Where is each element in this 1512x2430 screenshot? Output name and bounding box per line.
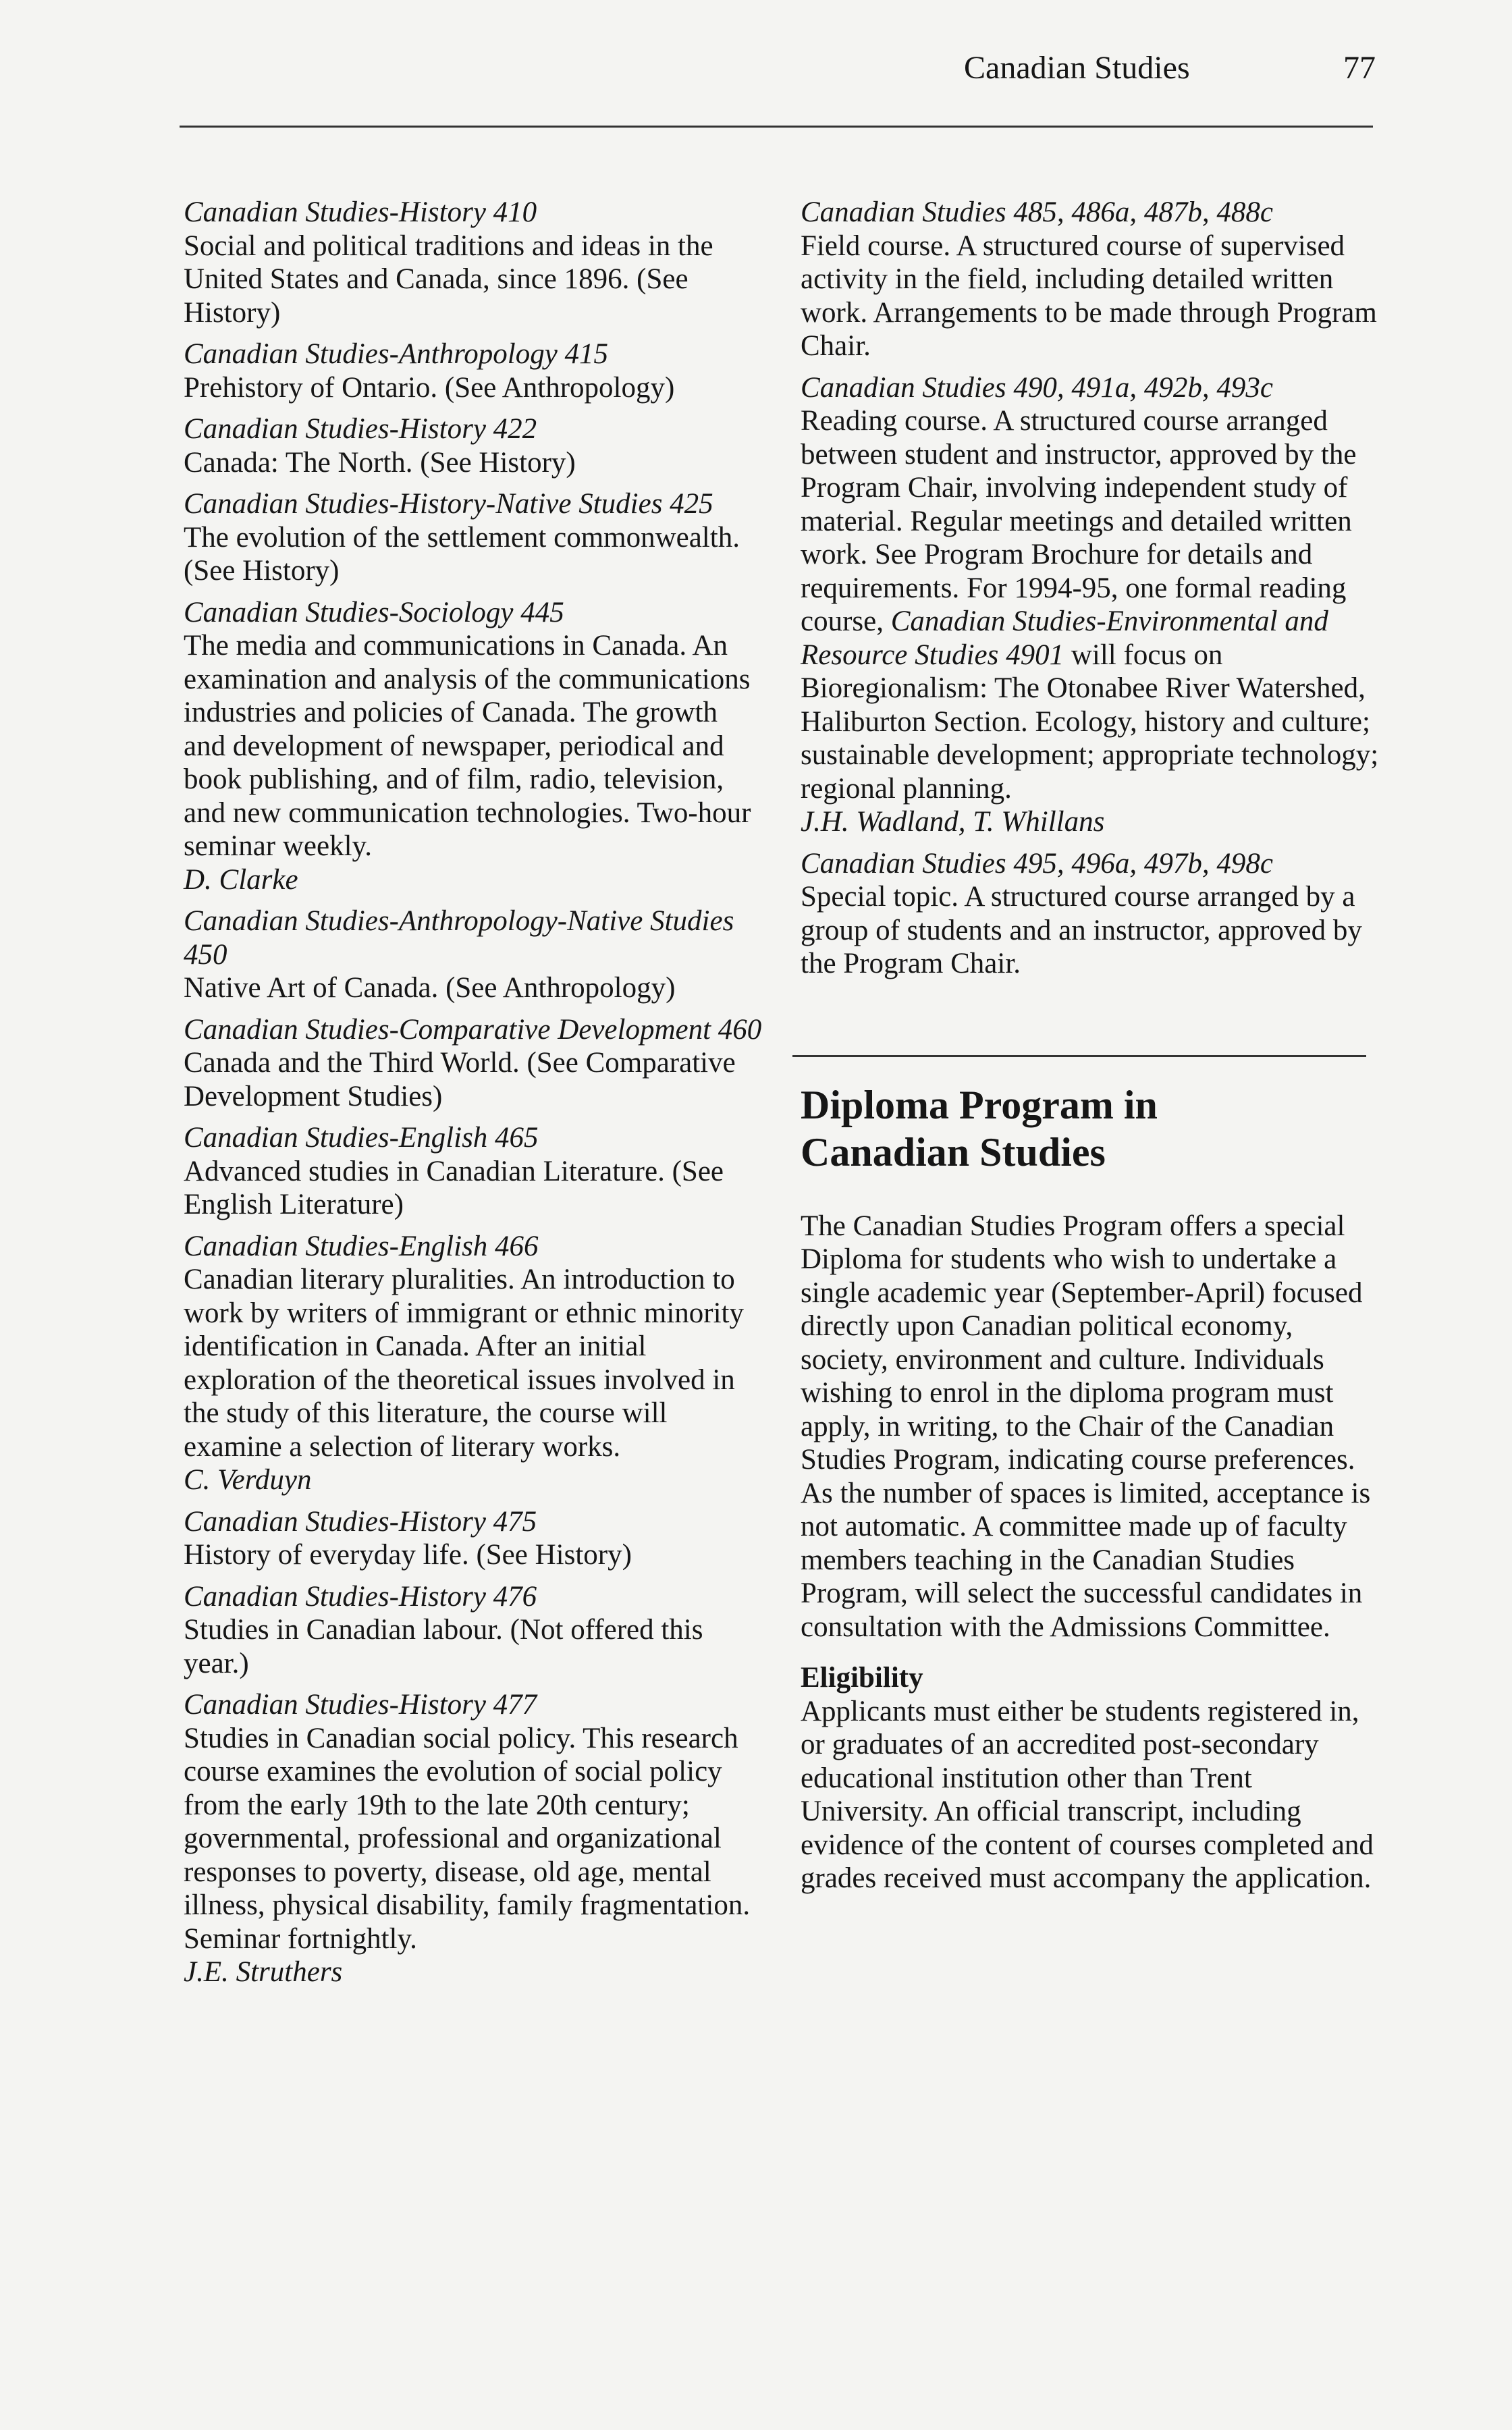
course-entry xyxy=(801,847,1381,981)
course-description: Social and political traditions and ideas in the United States and Canada, since 1896. (See History) xyxy=(184,230,713,329)
page-number: 77 xyxy=(1343,50,1376,86)
diploma-description: The Canadian Studies Program offers a special Diploma for students who wish to undertake a single academic year (September-April) focused directly upon Canadian political economy, society, environment and culture. Individuals wishing to enrol in the diploma program must apply, in writing, to the Chair of the Canadian Studies Program, indicating course preferences. As the number of spaces is limited, acceptance is not automatic. A committee made up of faculty members teaching in the Canadian Studies Program, will select the successful candidates in consultation with the Admissions Committee. xyxy=(801,1210,1371,1643)
description-text: will focus on Bioregionalism: The Otonabee River Watershed, Haliburton Section. Ecology, history and culture; sustainable development; appropriate technology; regional planning. xyxy=(801,639,1379,805)
course-code: Canadian Studies-History 410 xyxy=(184,196,537,228)
course-code: Canadian Studies-English 466 xyxy=(184,1230,539,1262)
course-code: Canadian Studies-Sociology 445 xyxy=(184,596,564,628)
course-entry xyxy=(184,1688,764,1989)
course-description: Studies in Canadian labour. (Not offered this year.) xyxy=(184,1614,703,1679)
course-description: Native Art of Canada. (See Anthropology) xyxy=(184,972,676,1004)
course-entry xyxy=(184,1121,764,1222)
diploma-heading: Diploma Program in Canadian Studies xyxy=(801,1082,1158,1174)
description-text: Reading course. A structured course arranged between student and instructor, approved by the Program Chair, involving independent study of material. Regular meetings and detailed written work. See Program Brochure for details and requirements. For 1994-95, one formal reading course, xyxy=(801,405,1357,637)
course-description: Special topic. A structured course arranged by a group of students and an instructor, approved by the Program Chair. xyxy=(801,881,1362,979)
course-code: Canadian Studies-Anthropology 415 xyxy=(184,338,609,370)
right-column xyxy=(801,196,1381,1895)
course-description: Canada and the Third World. (See Comparative Development Studies) xyxy=(184,1047,736,1112)
course-code: Canadian Studies-Anthropology-Native Studies 450 xyxy=(184,905,734,971)
course-instructor: J.H. Wadland, T. Whillans xyxy=(801,806,1105,838)
course-description: Prehistory of Ontario. (See Anthropology) xyxy=(184,371,675,404)
course-instructor: D. Clarke xyxy=(184,863,298,896)
course-description: History of everyday life. (See History) xyxy=(184,1539,632,1571)
course-entry xyxy=(184,487,764,588)
course-description: Advanced studies in Canadian Literature. (See English Literature) xyxy=(184,1155,724,1220)
course-description: Field course. A structured course of supervised activity in the field, including detailed written work. Arrangements to be made through Program Chair. xyxy=(801,230,1377,362)
course-description xyxy=(801,404,1381,805)
eligibility-heading: Eligibility xyxy=(801,1662,923,1694)
header-rule xyxy=(180,126,1373,128)
course-entry xyxy=(801,196,1381,363)
course-entry xyxy=(801,371,1381,839)
course-entry xyxy=(184,1580,764,1681)
course-description: The media and communications in Canada. An examination and analysis of the communications industries and policies of Canada. The growth and development of newspaper, periodical and book publishing, and of film, radio, television, and new communication technologies. Two-hour seminar weekly. xyxy=(184,630,751,862)
course-entry xyxy=(184,596,764,897)
section-title: Canadian Studies xyxy=(964,50,1190,86)
course-entry xyxy=(184,196,764,329)
course-code: Canadian Studies-Comparative Development 460 xyxy=(184,1013,762,1046)
course-entry xyxy=(184,338,764,404)
eligibility-description: Applicants must either be students registered in, or graduates of an accredited post-secondary educational institution other than Trent University. An official transcript, including evidence of the content of courses completed and grades received must accompany the application. xyxy=(801,1695,1374,1894)
course-code: Canadian Studies 495, 496a, 497b, 498c xyxy=(801,847,1273,880)
course-entry xyxy=(184,1230,764,1497)
course-code: Canadian Studies-History 422 xyxy=(184,413,537,445)
left-column xyxy=(184,196,764,1997)
course-entry xyxy=(184,1013,764,1114)
course-entry xyxy=(184,905,764,1005)
course-code: Canadian Studies-English 465 xyxy=(184,1122,539,1154)
course-code: Canadian Studies-History 477 xyxy=(184,1689,537,1721)
running-head xyxy=(950,45,1382,92)
course-description: Studies in Canadian social policy. This research course examines the evolution of social policy from the early 19th to the late 20th century; governmental, professional and organizational responses to poverty, disease, old age, mental illness, physical disability, family fragmentation. Seminar fortnightly. xyxy=(184,1722,751,1955)
course-entry xyxy=(184,412,764,479)
course-description: Canada: The North. (See History) xyxy=(184,446,576,479)
section-divider xyxy=(792,1055,1366,1057)
course-code: Canadian Studies 485, 486a, 487b, 488c xyxy=(801,196,1273,228)
course-title-italic: Canadian Studies-Environmental and Resource Studies 4901 xyxy=(801,605,1328,671)
course-code: Canadian Studies-History-Native Studies 425 xyxy=(184,488,713,520)
course-instructor: C. Verduyn xyxy=(184,1464,312,1496)
course-description: The evolution of the settlement commonwealth. (See History) xyxy=(184,521,740,587)
course-instructor: J.E. Struthers xyxy=(184,1956,343,1988)
course-code: Canadian Studies 490, 491a, 492b, 493c xyxy=(801,371,1273,404)
course-description: Canadian literary pluralities. An introduction to work by writers of immigrant or ethnic minority identification in Canada. After an initial exploration of the theoretical issues involved in the study of this literature, the course will examine a selection of literary works. xyxy=(184,1264,744,1463)
course-entry xyxy=(184,1505,764,1572)
course-code: Canadian Studies-History 475 xyxy=(184,1505,537,1538)
course-code: Canadian Studies-History 476 xyxy=(184,1580,537,1613)
